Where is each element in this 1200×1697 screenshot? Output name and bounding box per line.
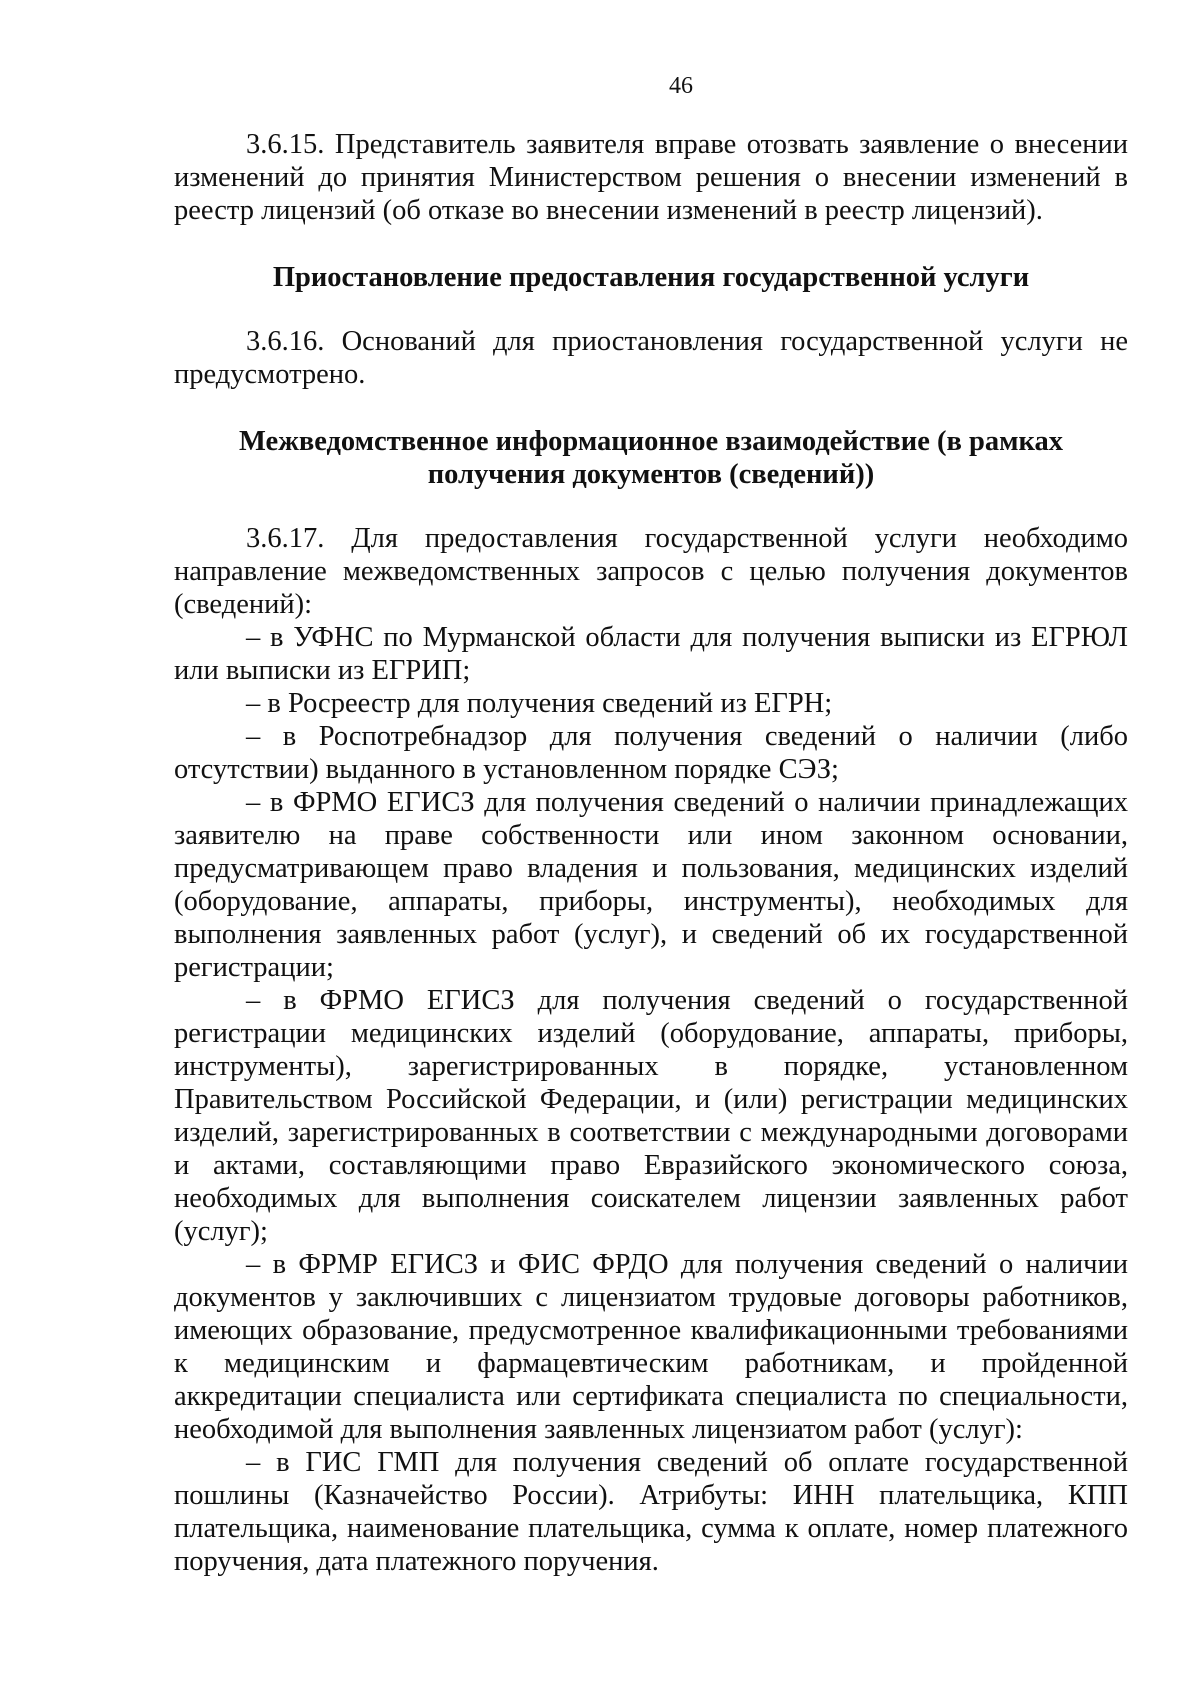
page-number: 46: [669, 73, 693, 99]
heading-interagency-line-1: Межведомственное информационное взаимодействие (в рамках: [239, 426, 1063, 457]
list-item-rospotrebnadzor: – в Роспотребнадзор для получения сведений о наличии (либо отсутствии) выданного в установленном порядке СЭЗ;: [174, 721, 1128, 785]
paragraph-3-6-17: 3.6.17. Для предоставления государственной услуги необходимо направление межведомственных запросов с целью получения документов (сведений):: [174, 523, 1128, 620]
heading-suspension: Приостановление предоставления государственной услуги: [272, 262, 1030, 293]
list-item-rosreestr: – в Росреестр для получения сведений из ЕГРН;: [246, 688, 833, 719]
heading-interagency: [174, 425, 1128, 491]
list-item-gis-gmp: – в ГИС ГМП для получения сведений об оплате государственной пошлины (Казначейство России). Атрибуты: ИНН плательщика, КПП плательщика, наименование плательщика, сумма к оплате, номер платежного поручения, дата платежного поручения.: [174, 1447, 1128, 1577]
list-item-frmo-registration: – в ФРМО ЕГИСЗ для получения сведений о государственной регистрации медицинских изделий (оборудование, аппараты, приборы, инструменты), зарегистрированных в порядке, установленном Правительством Российской Федерации, и (или) регистрации медицинских изделий, зарегистрированных в соответствии с международными договорами и актами, составляющими право Евразийского экономического союза, необходимых для выполнения соискателем лицензии заявленных работ (услуг);: [174, 985, 1128, 1247]
paragraph-3-6-15: 3.6.15. Представитель заявителя вправе отозвать заявление о внесении изменений до принятия Министерством решения о внесении изменений в реестр лицензий (об отказе во внесении изменений в реестр лицензий).: [174, 129, 1128, 226]
paragraph-3-6-16: 3.6.16. Оснований для приостановления государственной услуги не предусмотрено.: [174, 326, 1128, 390]
heading-interagency-line-2: получения документов (сведений)): [427, 459, 875, 490]
document-body: [174, 128, 1128, 1578]
list-item-frmr-fis-frdo: – в ФРМР ЕГИСЗ и ФИС ФРДО для получения сведений о наличии документов у заключивших с лицензиатом трудовые договоры работников, имеющих образование, предусмотренное квалификационными требованиями к медицинским и фармацевтическим работникам, и пройденной аккредитации специалиста или сертификата специалиста по специальности, необходимой для выполнения заявленных лицензиатом работ (услуг):: [174, 1249, 1128, 1445]
list-item-frmo-ownership: – в ФРМО ЕГИСЗ для получения сведений о наличии принадлежащих заявителю на праве собственности или ином законном основании, предусматривающем право владения и пользования, медицинских изделий (оборудование, аппараты, приборы, инструменты), необходимых для выполнения заявленных работ (услуг), и сведений об их государственной регистрации;: [174, 787, 1128, 983]
list-item-ufns: – в УФНС по Мурманской области для получения выписки из ЕГРЮЛ или выписки из ЕГРИП;: [174, 622, 1128, 686]
